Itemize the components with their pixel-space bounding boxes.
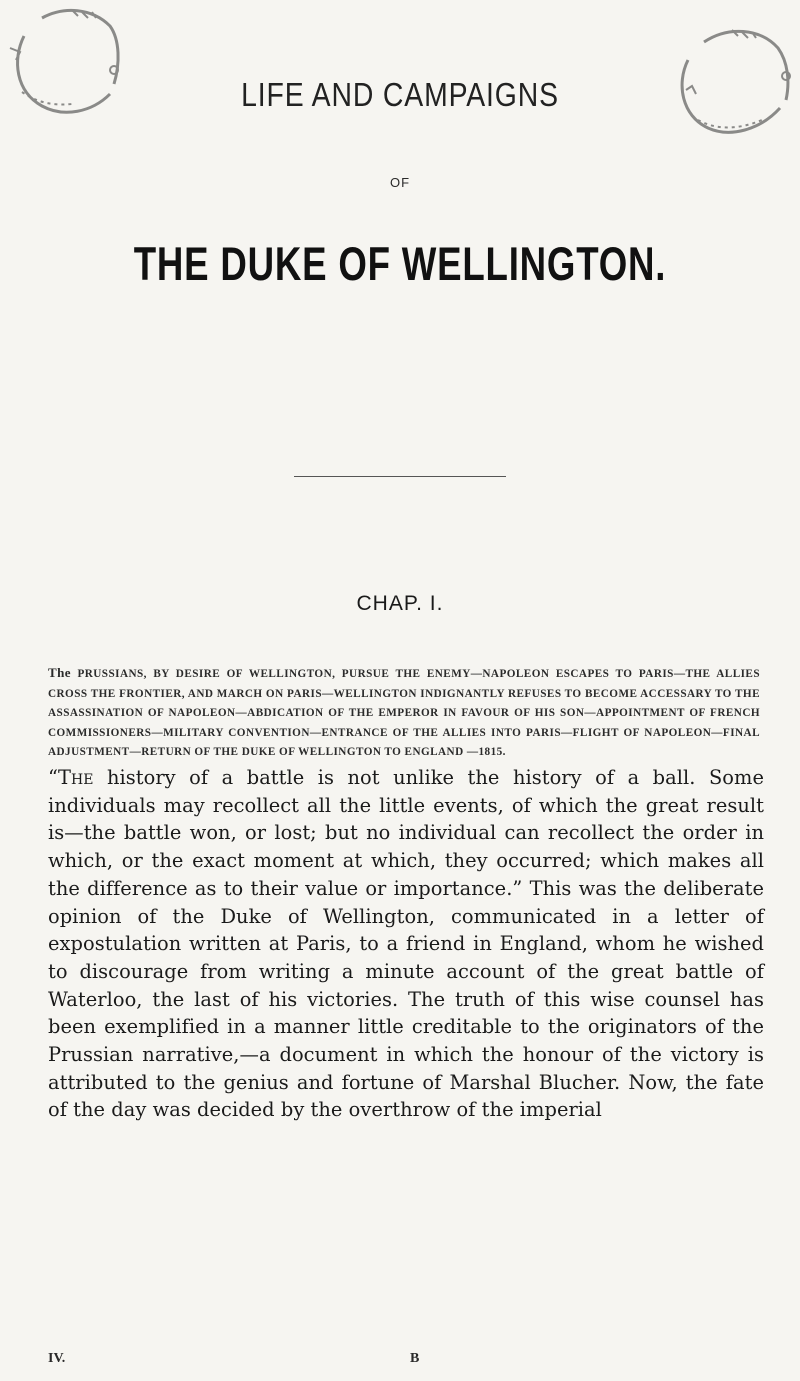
main-title: THE DUKE OF WELLINGTON. xyxy=(133,237,667,290)
opening-quote: “ xyxy=(48,766,58,789)
title-divider xyxy=(294,476,506,477)
body-text: history of a battle is not unlike the history of a ball. Some individuals may recollect all the little events, of which the great result is—the battle won, or lost; but no individual can recollect the order in which, or the exact moment at which, they occurred; which makes all the difference as to their value or importance.” This was the deliberate opinion of the Duke of Wellington, communicated in a letter of expostulation written at Paris, to a friend in England, whom he wished to discourage from writing a minute account of the great battle of Waterloo, the last of his victories. The truth of this wise counsel has been exemplified in a manner little creditable to the originators of the Prussian narrative,—a document in which the honour of the victory is attributed to the genius and fortune of Marshal Blucher. Now, the fate of the day was decided by the overthrow of the imperial xyxy=(48,766,764,1122)
running-title: LIFE AND CAMPAIGNS xyxy=(241,76,559,113)
body-first-word: The xyxy=(57,766,94,789)
summary-lead-word: The xyxy=(48,665,72,680)
signature-mark: B xyxy=(410,1351,420,1366)
title-connector: OF xyxy=(389,175,411,190)
summary-text: PRUSSIANS, BY DESIRE OF WELLINGTON, PURSUE THE ENEMY—NAPOLEON ESCAPES TO PARIS—THE ALLIES CROSS THE FRONTIER, AND MARCH ON PARIS—WELLINGTON INDIGNANTLY REFUSES TO BECOME ACCESSARY TO THE ASSASSINATION OF NAPOLEON—ABDICATION OF THE EMPEROR IN FAVOUR OF HIS SON—APPOINTMENT OF FRENCH COMMISSIONERS—MILITARY CONVENTION—ENTRANCE OF THE ALLIES INTO PARIS—FLIGHT OF NAPOLEON—FINAL ADJUSTMENT—RETURN OF THE DUKE OF WELLINGTON TO ENGLAND —1815. xyxy=(48,668,760,759)
chapter-summary xyxy=(48,663,760,763)
chapter-heading: CHAP. I. xyxy=(356,592,444,615)
volume-number: IV. xyxy=(48,1351,66,1366)
body-paragraph xyxy=(48,764,764,1124)
